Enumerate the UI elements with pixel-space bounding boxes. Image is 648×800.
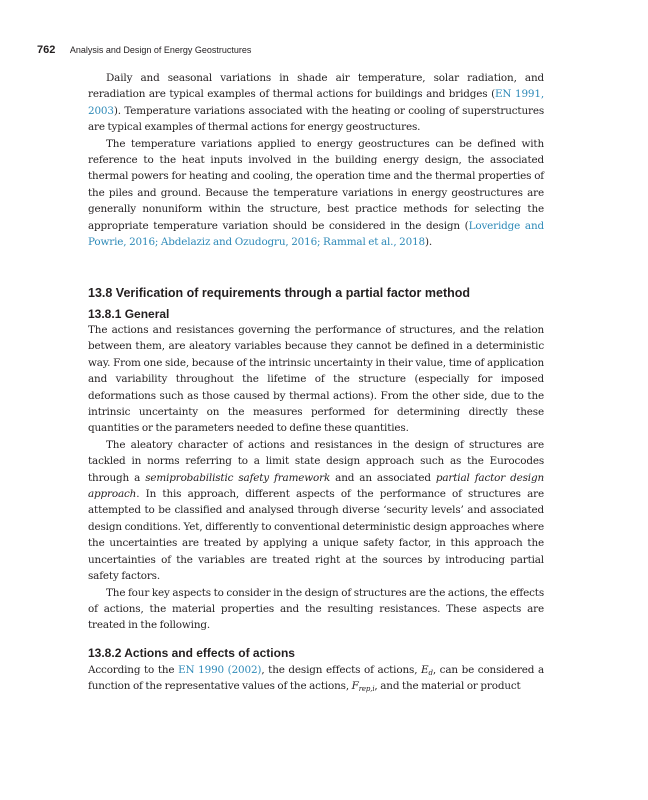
paragraph-key-aspects: The four key aspects to consider in the design of structures are the actions, the effects of actions, the material properties and the resulting resistances. These aspects are treated in the following. — [88, 586, 544, 632]
symbol-frep: $F_{rep,i}$ — [351, 680, 375, 694]
running-header — [37, 40, 557, 56]
citation-link[interactable]: EN 1991, 2003 — [88, 88, 544, 117]
paragraph-thermal-actions-examples: Daily and seasonal variations in shade air temperature, solar radiation, and reradiation are typical examples of thermal actions for buildings and bridges (EN 1991, 2003). Temperature variations associated with the heating or cooling of superstructures are typical examples of thermal actions for energy geostructures. — [88, 72, 544, 134]
citation-link[interactable]: Loveridge and Powrie, 2016; Abdelaziz and Ozudogru, 2016; Rammal et al., 2018 — [88, 219, 545, 249]
subsection-heading-actions: 13.8.2 Actions and effects of actions — [88, 645, 295, 660]
symbol-ed: $E_d$ — [421, 663, 433, 677]
section-13-8 — [88, 285, 544, 695]
paragraph-partial-factor-approach: The aleatory character of actions and resistances in the design of structures are tackled in norms referring to a limit state design approach such as the Eurocodes through a semiprobabilistic safety framework and an associated partial factor design approach. In this approach, different aspects of the performance of structures are attempted to be classified and analysed through diverse ‘security levels’ and associated design conditions. Yet, differently to conventional deterministic design approaches where the uncertainties are treated by applying a unique safety factor, in this approach the uncertainties of the variables are treated right at the sources by introducing partial safety factors. — [88, 438, 545, 583]
running-title: Analysis and Design of Energy Geostructures — [69, 45, 252, 55]
paragraph-design-effects: According to the EN 1990 (2002), the design effects of actions, $E_d$, can be considered a function of the representative values of the actions, $F_{rep,i}$, and the material or product — [88, 663, 544, 694]
emphasis-term: semiprobabilistic safety framework — [145, 471, 331, 484]
emphasis-term: partial factor design approach — [88, 471, 545, 501]
page-number: 762 — [37, 44, 56, 56]
intro-block — [88, 70, 544, 250]
citation-link[interactable]: EN 1990 (2002) — [178, 663, 262, 676]
paragraph-temperature-variations: The temperature variations applied to energy geostructures can be defined with reference to the heat inputs involved in the building energy design, the associated thermal powers for heating and cooling, the operation time and the thermal properties of the piles and ground. Because the temperature variations in energy geostructures are generally nonuniform within the structure, best practice methods for selecting the appropriate temperature variation should be considered in the design (Loveridge and Powrie, 2016; Abdelaziz and Ozudogru, 2016; Rammal et al., 2018). — [88, 137, 545, 249]
subsection-heading-general: 13.8.1 General — [88, 307, 170, 321]
section-heading: 13.8 Verification of requirements through a partial factor method — [88, 286, 471, 300]
paragraph-aleatory-variables: The actions and resistances governing the performance of structures, and the relation between them, are aleatory variables because they cannot be defined in a deterministic way. From one side, because of the intrinsic uncertainty in their value, time of application and variability throughout the lifetime of the structure (especially for imposed deformations such as those caused by thermal actions). From the other side, due to the intrinsic uncertainty on the measures performed for determining directly these quantities or the parameters needed to define these quantities. — [88, 324, 544, 435]
